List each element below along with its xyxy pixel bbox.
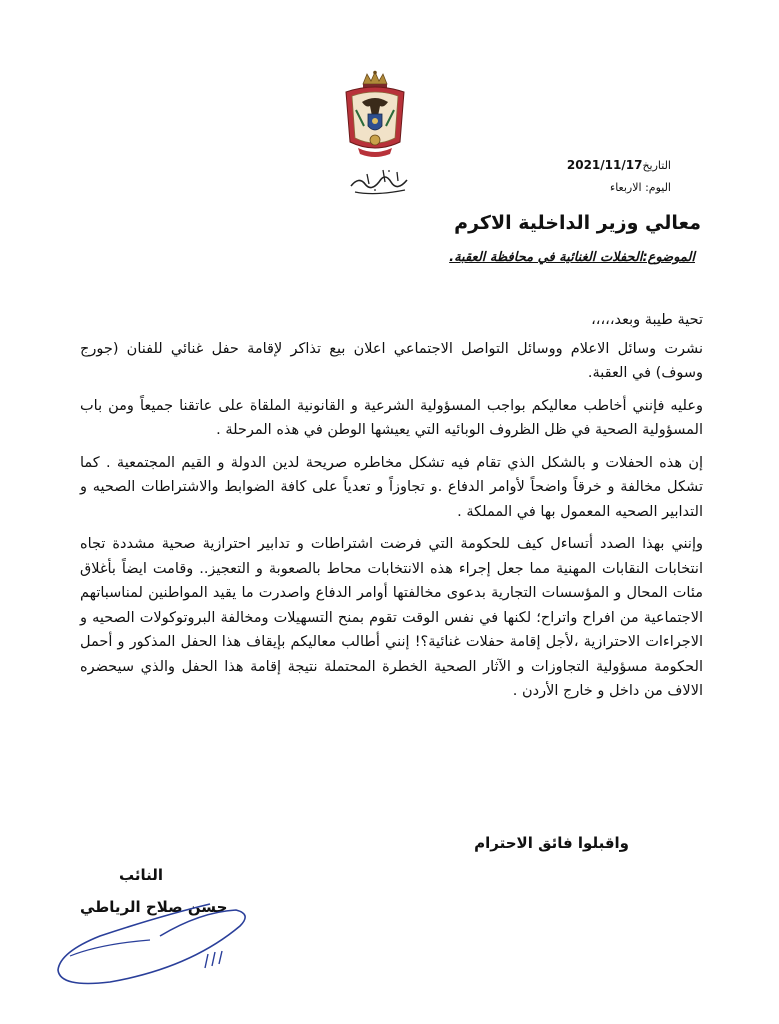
- signatory-name: حسن صلاح الرياطي: [80, 898, 228, 916]
- closing-line: واقبلوا فائق الاحترام: [474, 834, 629, 852]
- day-label: اليوم:: [645, 181, 671, 194]
- greeting: تحية طيبة وبعد،،،،،: [591, 312, 703, 328]
- signatory-title: النائب: [118, 866, 163, 884]
- body-paragraph-2: وعليه فإنني أخاطب معاليكم بواجب المسؤولية الشرعية و القانونية الملقاة على عاتقنا جميعاً ومن باب المسؤولية الصحية في ظل الظروف الوبائيه التي يعيشها الوطن في هذه المرحلة .: [80, 397, 703, 438]
- council-logo: [345, 162, 415, 198]
- body-paragraph-3: إن هذه الحفلات و بالشكل الذي تقام فيه تشكل مخاطره صريحة لدين الدولة و القيم المجتمعية . كما تشكل مخالفة و خرقاً واضحاً لأوامر الدفاع .و تجاوزاً و تعدياً على كافة الضوابط والاشتراطات الصحيه و التدابير الصحيه المعمول بها في المملكة .: [80, 454, 703, 520]
- handwritten-signature: [40, 896, 280, 996]
- subject-line: الموضوع:الحفلات الغنائية في محافظة العقبة.: [449, 250, 695, 265]
- day-value: الاربعاء: [610, 181, 642, 194]
- recipient-heading: معالي وزير الداخلية الاكرم: [454, 212, 701, 234]
- body-paragraph-4: وإنني بهذا الصدد أتساءل كيف للحكومة التي فرضت اشتراطات و تدابير احترازية صحية مشددة تجاه انتخابات النقابات المهنية مما جعل إجراء هذه الانتخابات محاط بالصعوبة و التعجيز.. وقامت ايضاً بأغلاق مئات المحال و المؤسسات التجارية بدعوى مخالفتها أوامر الدفاع واصدرت ما يقيد المواطنين لمناسباتهم الاجتماعية من افراح واتراح؛ لكنها في نفس الوقت تقوم بمنح التسهيلات ومخالفة البروتوكولات الصحيه و الاجراءات الاحترازية ،لأجل إقامة حفلات غنائية؟! إنني أطالب معاليكم بإيقاف هذا الحفل المذكور و أحمل الحكومة مسؤولية التجاوزات و الآثار الصحية الخطرة المحتملة نتيجة إقامة هذا الحفل والذي سيحضره الالاف من داخل و خارج الأردن .: [80, 536, 703, 699]
- date-block: [471, 154, 671, 199]
- day-line: [471, 177, 671, 199]
- royal-emblem-icon: [340, 70, 410, 162]
- letter-body: [80, 308, 703, 712]
- body-paragraph-1: نشرت وسائل الاعلام ووسائل التواصل الاجتماعي اعلان بيع تذاكر لإقامة حفل غنائي للفنان (جورج وسوف) في العقبة.: [80, 340, 703, 381]
- date-label: التاريخ: [642, 159, 671, 172]
- date-value: 2021/11/17: [566, 158, 643, 172]
- date-line: [471, 154, 671, 177]
